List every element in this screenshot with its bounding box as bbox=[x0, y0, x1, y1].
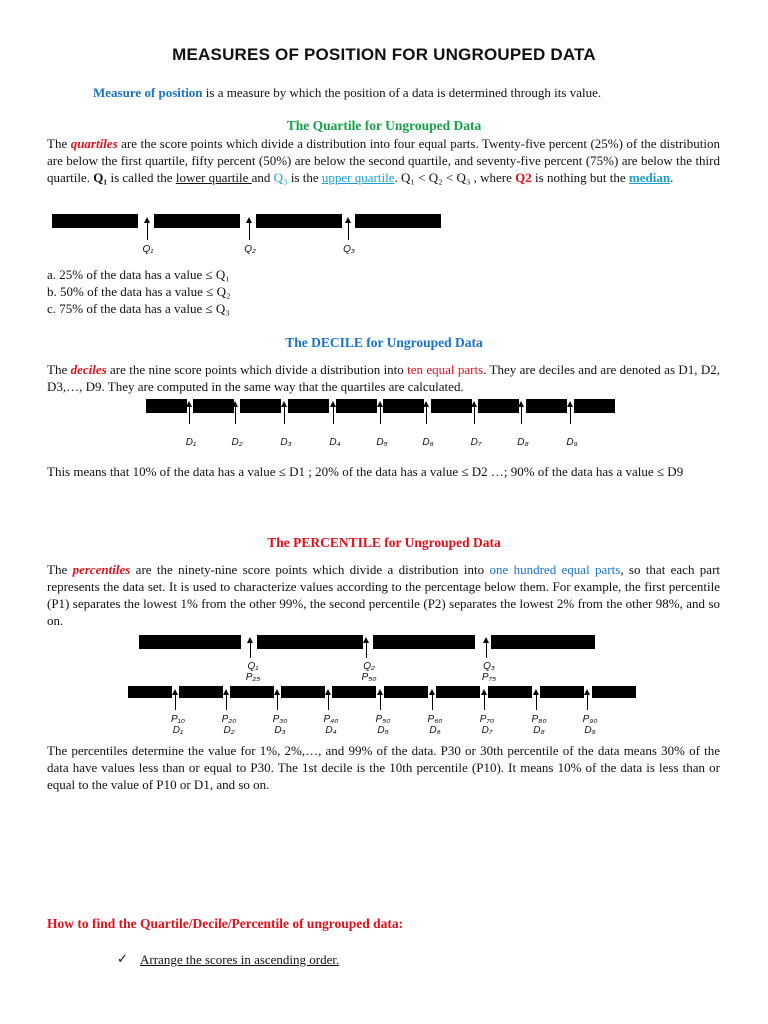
decile-arrow bbox=[570, 406, 571, 424]
decile-arrow bbox=[333, 406, 334, 424]
decile-heading: The DECILE for Ungrouped Data bbox=[285, 335, 483, 350]
percentile-bottom-label: D₁ bbox=[172, 725, 184, 736]
percentile-bottom-label: P₄₀ bbox=[323, 714, 339, 725]
decile-label: D₉ bbox=[566, 437, 578, 448]
upper-quartile-term: upper quartile bbox=[321, 170, 395, 185]
percentile-bottom-bar bbox=[540, 686, 584, 698]
q2-arrow bbox=[249, 222, 250, 240]
percentile-bottom-label: D₅ bbox=[377, 725, 389, 736]
percentile-bottom-bar bbox=[592, 686, 636, 698]
percentile-bottom-arrow bbox=[536, 694, 537, 710]
percentile-top-arrow bbox=[250, 642, 251, 658]
quartiles-term: quartiles bbox=[70, 136, 118, 151]
percentile-bottom-bar bbox=[281, 686, 325, 698]
decile-bar bbox=[146, 399, 187, 413]
percentile-paragraph: The percentiles are the ninety-nine score points which divide a distribution into one hundred equal parts, so that each part represents the data set. It is used to characterize values according to the percentage below them. For example, the first percentile (P1) separates the lowest 1% from the other 99%, the second percentile (P2) separates the lowest 2% from the other 98%, and so on. bbox=[47, 562, 721, 628]
percentile-top-arrow bbox=[486, 642, 487, 658]
decile-bar bbox=[478, 399, 519, 413]
decile-label: D₃ bbox=[280, 437, 292, 448]
percentile-bottom-label: D₄ bbox=[325, 725, 337, 736]
percentile-bottom-bar bbox=[488, 686, 532, 698]
percentile-bottom-label: P₁₀ bbox=[170, 714, 186, 725]
percentile-bottom-label: D₆ bbox=[429, 725, 441, 736]
decile-arrow bbox=[189, 406, 190, 424]
decile-label: D₈ bbox=[517, 437, 529, 448]
decile-arrow bbox=[284, 406, 285, 424]
decile-arrow bbox=[474, 406, 475, 424]
percentile-bottom-bar bbox=[230, 686, 274, 698]
percentile-top-bar bbox=[257, 635, 363, 649]
percentile-top-arrow bbox=[366, 642, 367, 658]
percentile-bottom-label: D₃ bbox=[274, 725, 286, 736]
quartile-bar-4 bbox=[355, 214, 441, 228]
one-hundred-equal-parts: one hundred equal parts bbox=[489, 562, 621, 577]
median-term: median bbox=[628, 170, 671, 185]
percentile-bottom-arrow bbox=[587, 694, 588, 710]
percentile-bottom-label: P₆₀ bbox=[427, 714, 443, 725]
decile-meaning: This means that 10% of the data has a value ≤ D1 ; 20% of the data has a value ≤ D2 …; 90% of the data has a value ≤ D9 bbox=[47, 464, 684, 479]
intro-term: Measure of position bbox=[93, 85, 203, 100]
decile-bar bbox=[574, 399, 615, 413]
check-icon: ✓ bbox=[117, 951, 128, 966]
quartile-item-b: b. 50% of the data has a value ≤ Q₂ bbox=[47, 284, 231, 299]
quartile-paragraph: The quartiles are the score points which divide a distribution into four equal parts. Twenty-five percent (25%) of the distribution are below the first quartile, fifty percent (50%) are below the second quartile, and seventy-five percent (75%) are below the third quartile. Q₁ is called the lower quartile and Q₃ is the upper quartile. Q₁ < Q₂ < Q₃ , where Q2 is nothing but the median. bbox=[47, 136, 720, 185]
decile-bar bbox=[336, 399, 377, 413]
decile-bar bbox=[431, 399, 472, 413]
percentile-top-bar bbox=[139, 635, 241, 649]
percentile-top-label: P₂₅ bbox=[245, 672, 261, 683]
percentile-top-label: Q₁ bbox=[247, 661, 259, 672]
percentile-explain: The percentiles determine the value for 1%, 2%,…, and 99% of the data. P30 or 30th percentile of the data means 30% of the data have values less than or equal to P30. The 1st decile is the 10th percentile (P10). It means 10% of the data is less than or equal to the value of P10 or D1, and so on. bbox=[47, 743, 720, 792]
q1-label: Q₁ bbox=[142, 244, 154, 255]
howto-heading: How to find the Quartile/Decile/Percentile of ungrouped data: bbox=[47, 916, 404, 931]
decile-arrow bbox=[521, 406, 522, 424]
decile-arrow bbox=[380, 406, 381, 424]
deciles-term: deciles bbox=[70, 362, 107, 377]
decile-label: D₇ bbox=[470, 437, 482, 448]
quartile-item-a: a. 25% of the data has a value ≤ Q₁ bbox=[47, 267, 230, 282]
percentile-bottom-arrow bbox=[328, 694, 329, 710]
percentile-bottom-label: P₉₀ bbox=[582, 714, 598, 725]
percentile-bottom-bar bbox=[128, 686, 172, 698]
percentile-bottom-bar bbox=[436, 686, 480, 698]
percentile-bottom-arrow bbox=[380, 694, 381, 710]
percentile-bottom-label: D₈ bbox=[533, 725, 545, 736]
decile-bar bbox=[526, 399, 567, 413]
quartile-item-c: c. 75% of the data has a value ≤ Q₃ bbox=[47, 301, 230, 316]
percentile-bottom-bar bbox=[179, 686, 223, 698]
percentile-bottom-label: D₇ bbox=[481, 725, 493, 736]
percentile-bottom-arrow bbox=[432, 694, 433, 710]
percentile-bottom-label: P₈₀ bbox=[531, 714, 547, 725]
percentile-heading: The PERCENTILE for Ungrouped Data bbox=[267, 535, 501, 550]
q3-arrow bbox=[348, 222, 349, 240]
percentile-bottom-label: P₅₀ bbox=[375, 714, 391, 725]
percentile-bottom-label: D₉ bbox=[584, 725, 596, 736]
decile-label: D₂ bbox=[231, 437, 243, 448]
percentile-bottom-arrow bbox=[175, 694, 176, 710]
howto-step: Arrange the scores in ascending order. bbox=[140, 952, 340, 967]
decile-bar bbox=[288, 399, 329, 413]
quartile-bar-2 bbox=[154, 214, 240, 228]
ten-equal-parts: ten equal parts bbox=[407, 362, 484, 377]
percentile-top-bar bbox=[373, 635, 475, 649]
decile-label: D₄ bbox=[329, 437, 341, 448]
percentile-bottom-label: D₂ bbox=[223, 725, 235, 736]
decile-arrow bbox=[426, 406, 427, 424]
decile-bar bbox=[240, 399, 281, 413]
lower-quartile-term: lower quartile bbox=[175, 170, 252, 185]
decile-label: D₅ bbox=[376, 437, 388, 448]
q3-label: Q₃ bbox=[343, 244, 355, 255]
q1-arrow bbox=[147, 222, 148, 240]
percentile-bottom-arrow bbox=[484, 694, 485, 710]
decile-arrow bbox=[235, 406, 236, 424]
decile-label: D₁ bbox=[185, 437, 197, 448]
percentile-bottom-label: P₂₀ bbox=[221, 714, 237, 725]
intro-text: is a measure by which the position of a data is determined through its value. bbox=[202, 85, 602, 100]
percentile-top-bar bbox=[491, 635, 595, 649]
percentile-bottom-label: P₇₀ bbox=[479, 714, 495, 725]
intro-paragraph bbox=[93, 84, 713, 101]
percentile-bottom-arrow bbox=[277, 694, 278, 710]
page-title: MEASURES OF POSITION FOR UNGROUPED DATA bbox=[172, 45, 596, 64]
percentile-top-label: Q₃ bbox=[483, 661, 495, 672]
percentile-bottom-arrow bbox=[226, 694, 227, 710]
decile-paragraph: The deciles are the nine score points which divide a distribution into ten equal parts. They are deciles and are denoted as D1, D2, D3,…, D9. They are computed in the same way that the quartiles are calculated. bbox=[47, 362, 720, 394]
percentile-bottom-label: P₃₀ bbox=[272, 714, 288, 725]
percentile-top-label: P₅₀ bbox=[361, 672, 377, 683]
quartile-heading: The Quartile for Ungrouped Data bbox=[286, 118, 482, 133]
quartile-bar-3 bbox=[256, 214, 342, 228]
percentiles-term: percentiles bbox=[72, 562, 131, 577]
q2-label: Q₂ bbox=[244, 244, 256, 255]
decile-bar bbox=[193, 399, 234, 413]
percentile-top-label: P₇₅ bbox=[481, 672, 497, 683]
percentile-bottom-bar bbox=[332, 686, 376, 698]
percentile-bottom-bar bbox=[384, 686, 428, 698]
decile-bar bbox=[383, 399, 424, 413]
percentile-top-label: Q₂ bbox=[363, 661, 375, 672]
quartile-bar-1 bbox=[52, 214, 138, 228]
decile-label: D₆ bbox=[422, 437, 434, 448]
